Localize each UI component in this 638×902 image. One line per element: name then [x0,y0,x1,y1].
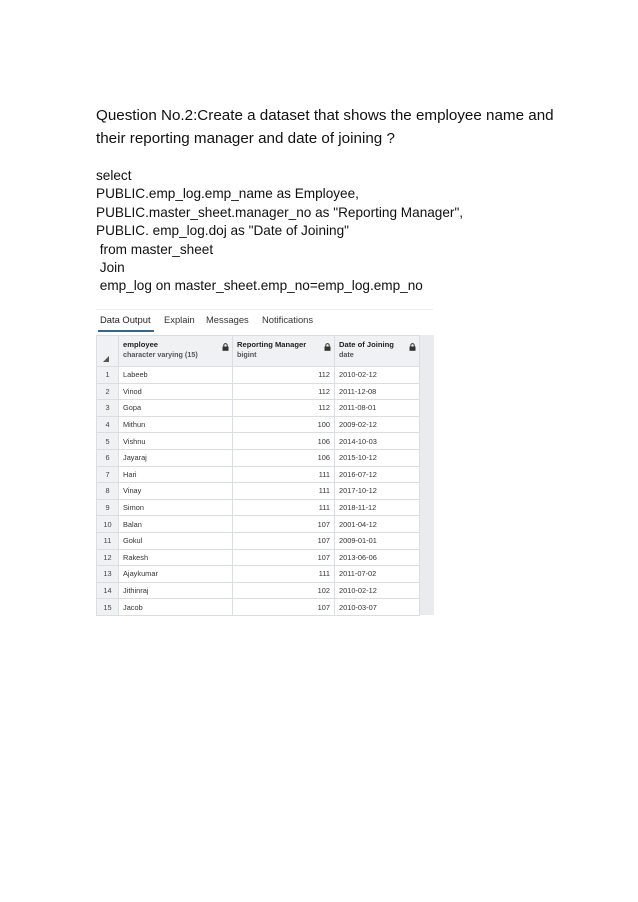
manager-cell[interactable]: 106 [233,449,335,466]
employee-cell[interactable]: Simon [119,499,233,516]
employee-cell[interactable]: Ajaykumar [119,566,233,583]
table-row [97,549,420,566]
header-row [97,336,420,367]
doj-cell[interactable]: 2011-07-02 [335,566,420,583]
table-row [97,416,420,433]
question-text: Question No.2:Create a dataset that shows the employee name and their reporting manager and date of joining ? [96,107,554,147]
lock-icon [222,343,229,351]
manager-cell[interactable]: 111 [233,483,335,500]
sort-corner-icon [103,356,109,362]
employee-cell[interactable]: Gokul [119,532,233,549]
lock-icon [324,343,331,351]
sql-line: from master_sheet [96,241,214,257]
employee-cell[interactable]: Jacob [119,599,233,616]
table-row [97,449,420,466]
row-number[interactable]: 6 [97,449,119,466]
doj-cell[interactable]: 2010-02-12 [335,582,420,599]
column-type: bigint [237,350,257,359]
table-row [97,466,420,483]
employee-cell[interactable]: Jithinraj [119,582,233,599]
sql-line: PUBLIC.emp_log.emp_name as Employee, [96,186,359,202]
lock-icon [409,343,416,351]
column-name: Reporting Manager [237,340,307,349]
table-row [97,367,420,384]
column-header-employee[interactable] [119,336,233,367]
row-number[interactable]: 12 [97,549,119,566]
table-row [97,599,420,616]
doj-cell[interactable]: 2009-02-12 [335,416,420,433]
table-row [97,499,420,516]
doj-cell[interactable]: 2010-02-12 [335,367,420,384]
row-number[interactable]: 1 [97,367,119,384]
column-type: character varying (15) [123,350,198,359]
row-number-header[interactable] [97,336,119,367]
row-number[interactable]: 2 [97,383,119,400]
employee-cell[interactable]: Vishnu [119,433,233,450]
manager-cell[interactable]: 111 [233,466,335,483]
sql-line: Join [96,259,125,275]
employee-cell[interactable]: Vinod [119,383,233,400]
doj-cell[interactable]: 2011-08-01 [335,400,420,417]
employee-cell[interactable]: Hari [119,466,233,483]
doj-cell[interactable]: 2013-06-06 [335,549,420,566]
row-number[interactable]: 3 [97,400,119,417]
table-row [97,532,420,549]
table-row [97,383,420,400]
table-row [97,582,420,599]
employee-cell[interactable]: Rakesh [119,549,233,566]
row-number[interactable]: 8 [97,483,119,500]
doj-cell[interactable]: 2014-10-03 [335,433,420,450]
table-row [97,516,420,533]
column-name: Date of Joining [339,340,394,349]
result-table [96,335,420,616]
doj-cell[interactable]: 2009-01-01 [335,532,420,549]
manager-cell[interactable]: 100 [233,416,335,433]
doj-cell[interactable]: 2017-10-12 [335,483,420,500]
column-name: employee [123,340,159,349]
tab-messages[interactable]: Messages [206,314,249,325]
sql-line: PUBLIC. emp_log.doj as "Date of Joining" [96,223,349,239]
table-row [97,400,420,417]
employee-cell[interactable]: Mithun [119,416,233,433]
tab-notifications[interactable]: Notifications [262,314,314,325]
row-number[interactable]: 5 [97,433,119,450]
result-tabs [96,310,433,332]
query-result-panel [96,309,433,615]
doj-cell[interactable]: 2001-04-12 [335,516,420,533]
manager-cell[interactable]: 107 [233,516,335,533]
doj-cell[interactable]: 2018-11-12 [335,499,420,516]
row-number[interactable]: 7 [97,466,119,483]
manager-cell[interactable]: 107 [233,532,335,549]
manager-cell[interactable]: 112 [233,383,335,400]
column-header-reporting-manager[interactable] [233,336,335,367]
row-number[interactable]: 9 [97,499,119,516]
active-tab-indicator [98,330,154,332]
table-row [97,433,420,450]
manager-cell[interactable]: 102 [233,582,335,599]
manager-cell[interactable]: 107 [233,549,335,566]
table-row [97,566,420,583]
column-header-date-of-joining[interactable] [335,336,420,367]
manager-cell[interactable]: 111 [233,499,335,516]
doj-cell[interactable]: 2011-12-08 [335,383,420,400]
manager-cell[interactable]: 106 [233,433,335,450]
table-row [97,483,420,500]
sql-query [96,167,566,296]
row-number[interactable]: 14 [97,582,119,599]
row-number[interactable]: 15 [97,599,119,616]
doj-cell[interactable]: 2016-07-12 [335,466,420,483]
manager-cell[interactable]: 112 [233,367,335,384]
column-type: date [339,350,354,359]
sql-line: select [96,168,132,183]
sql-line: PUBLIC.master_sheet.manager_no as "Reporting Manager", [96,204,464,220]
employee-cell[interactable]: Jayaraj [119,449,233,466]
tab-data-output[interactable]: Data Output [100,314,151,325]
employee-cell[interactable]: Balan [119,516,233,533]
employee-cell[interactable]: Gopa [119,400,233,417]
employee-cell[interactable]: Vinay [119,483,233,500]
manager-cell[interactable]: 107 [233,599,335,616]
row-number[interactable]: 4 [97,416,119,433]
sql-line: emp_log on master_sheet.emp_no=emp_log.emp_no [96,278,423,294]
doj-cell[interactable]: 2010-03-07 [335,599,420,616]
tab-explain[interactable]: Explain [164,314,195,325]
row-number[interactable]: 10 [97,516,119,533]
manager-cell[interactable]: 111 [233,566,335,583]
employee-cell[interactable]: Labeeb [119,367,233,384]
row-number[interactable]: 11 [97,532,119,549]
doj-cell[interactable]: 2015-10-12 [335,449,420,466]
row-number[interactable]: 13 [97,566,119,583]
manager-cell[interactable]: 112 [233,400,335,417]
vertical-scrollbar[interactable] [419,335,434,615]
